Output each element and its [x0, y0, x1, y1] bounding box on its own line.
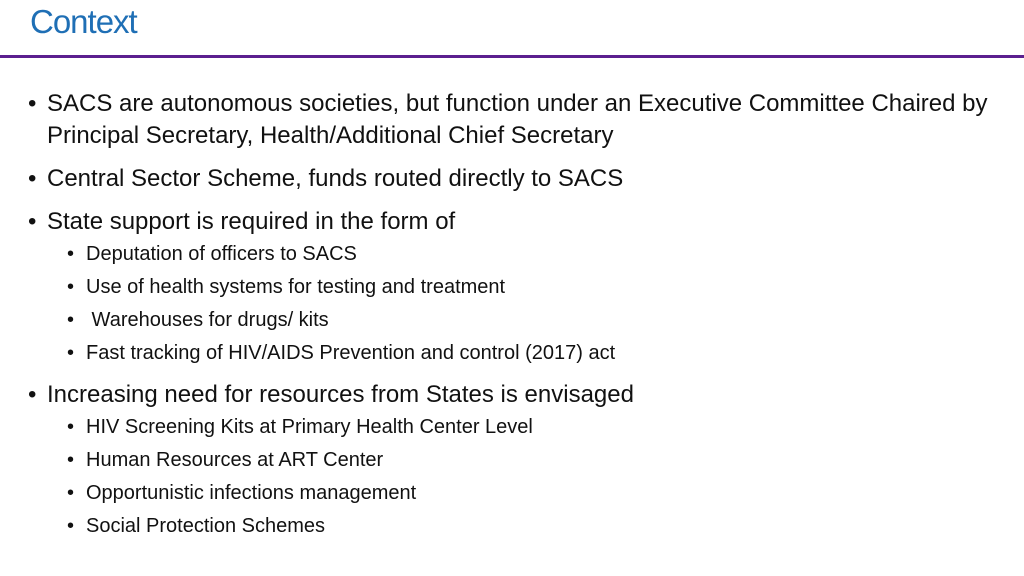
sub-bullet-text: HIV Screening Kits at Primary Health Center Level [86, 416, 533, 438]
sub-bullet-text: Social Protection Schemes [86, 515, 326, 537]
bullet-item [28, 163, 1008, 195]
sub-bullet-item [47, 271, 1008, 304]
bullet-dot-icon: • [67, 449, 75, 471]
bullet-dot-icon: • [28, 381, 37, 408]
bullet-dot-icon: • [28, 90, 37, 117]
sub-bullet-text: Opportunistic infections management [86, 482, 417, 504]
bullet-text: Central Sector Scheme, funds routed directly to SACS [47, 165, 624, 192]
sub-bullet-item [47, 444, 1008, 477]
sub-bullet-list [47, 238, 1008, 370]
sub-bullet-text: Fast tracking of HIV/AIDS Prevention and control (2017) act [86, 342, 616, 364]
bullet-dot-icon: • [67, 243, 75, 265]
bullet-dot-icon: • [67, 482, 75, 504]
bullet-item [28, 206, 1008, 370]
bullet-dot-icon: • [67, 309, 75, 331]
bullet-dot-icon: • [28, 165, 37, 192]
bullet-text: SACS are autonomous societies, but function under an Executive Committee Chaired by Principal Secretary, Health/Additional Chief Secretary [47, 90, 988, 149]
sub-bullet-item [47, 477, 1008, 510]
sub-bullet-text: Deputation of officers to SACS [86, 243, 357, 265]
sub-bullet-item [47, 337, 1008, 370]
bullet-item [28, 88, 1008, 152]
sub-bullet-item [47, 510, 1008, 543]
bullet-item [28, 379, 1008, 543]
bullet-dot-icon: • [67, 342, 75, 364]
bullet-text: Increasing need for resources from States is envisaged [47, 381, 634, 408]
slide-body [28, 88, 1008, 552]
sub-bullet-text: Human Resources at ART Center [86, 449, 384, 471]
sub-bullet-item [47, 411, 1008, 444]
sub-bullet-text: Use of health systems for testing and treatment [86, 276, 506, 298]
sub-bullet-item [47, 238, 1008, 271]
sub-bullet-list [47, 411, 1008, 543]
bullet-dot-icon: • [28, 208, 37, 235]
bullet-text: State support is required in the form of [47, 208, 456, 235]
bullet-dot-icon: • [67, 276, 75, 298]
bullet-dot-icon: • [67, 416, 75, 438]
title-divider [0, 55, 1024, 58]
bullet-dot-icon: • [67, 515, 75, 537]
slide-title: Context [30, 3, 137, 40]
bullet-list [28, 88, 1008, 543]
sub-bullet-item [47, 304, 1008, 337]
sub-bullet-text: Warehouses for drugs/ kits [86, 309, 329, 331]
